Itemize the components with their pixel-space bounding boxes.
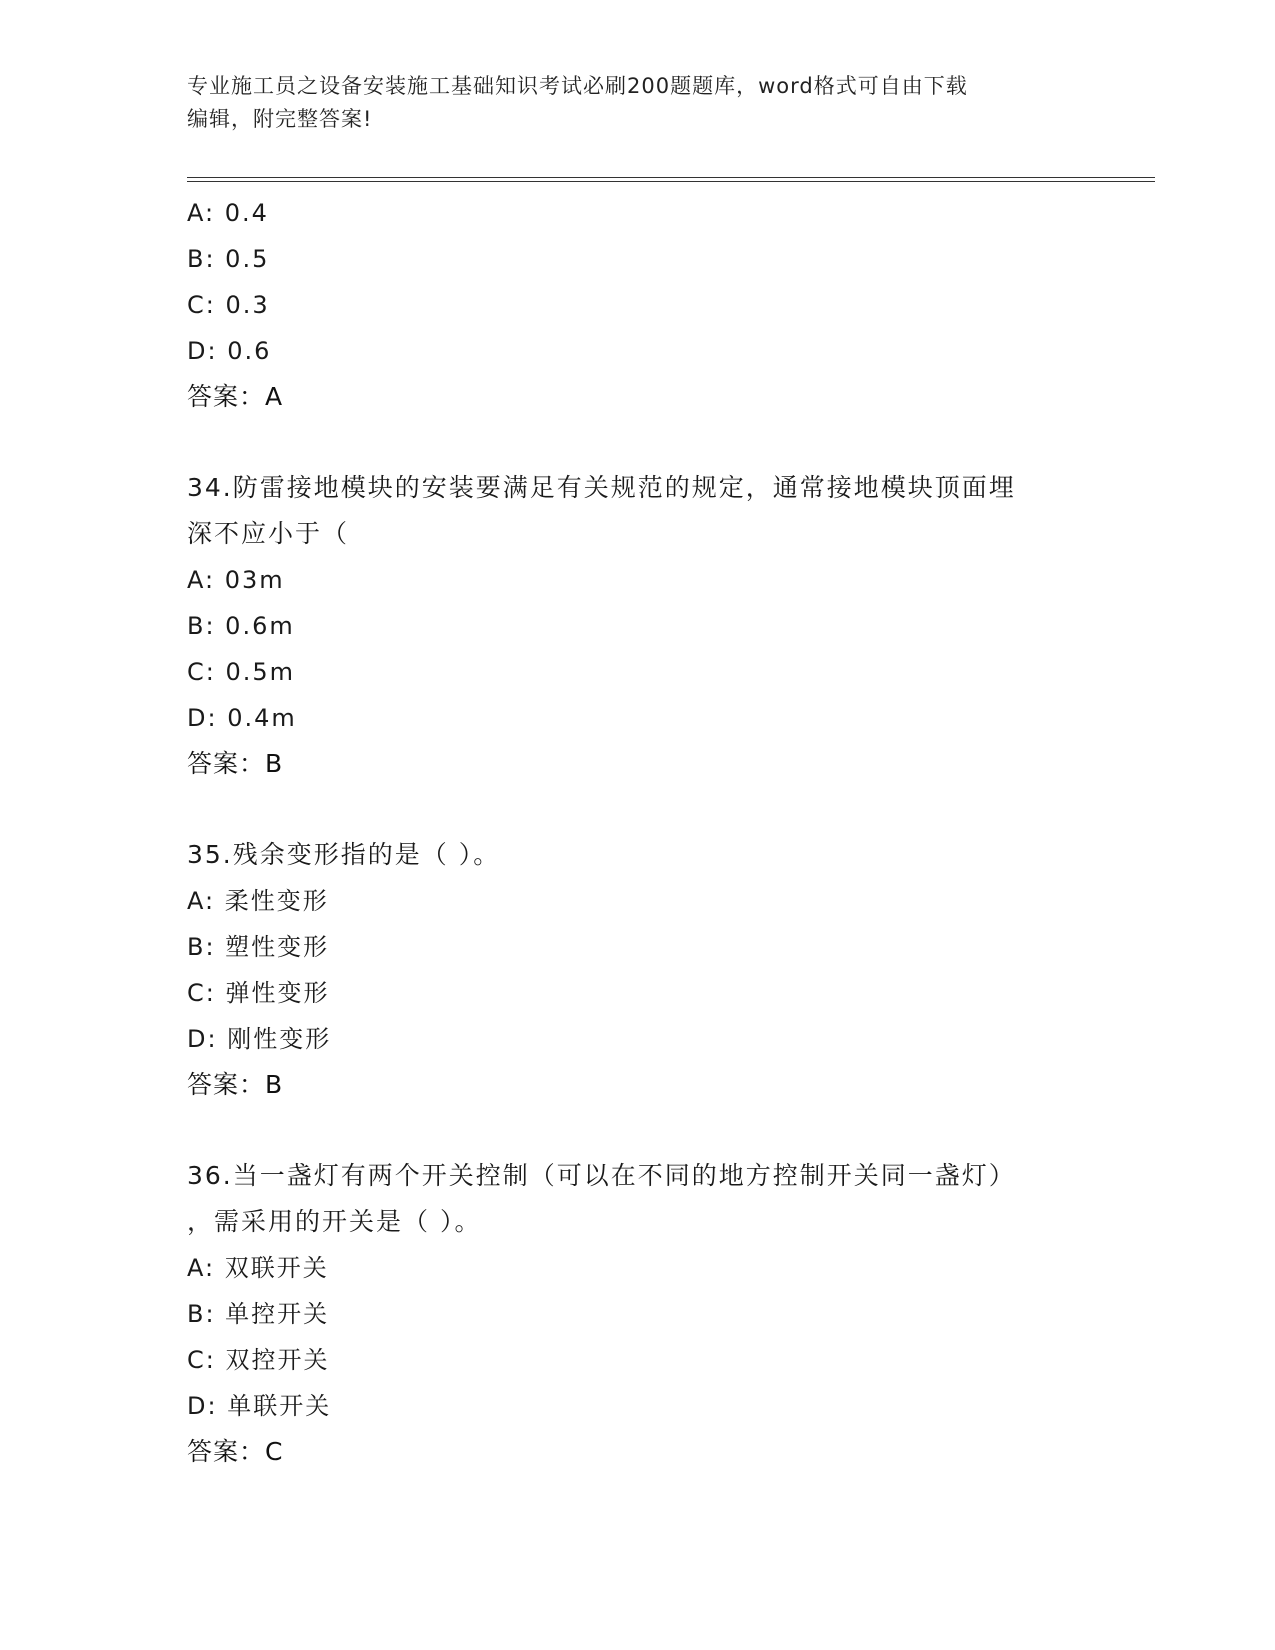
option-c: C: 弹性变形 (187, 979, 330, 1007)
option-a: A: 03m (187, 566, 285, 594)
option-d: D: 0.6 (187, 337, 272, 365)
document-header (187, 70, 1067, 136)
option-c: C: 双控开关 (187, 1346, 330, 1374)
question-stem-line-1: 35.残余变形指的是（ ）。 (187, 840, 501, 869)
option-b: B: 塑性变形 (187, 933, 330, 961)
answer: 答案：B (187, 749, 284, 778)
question-36 (187, 1153, 1087, 1475)
option-a: A: 柔性变形 (187, 887, 329, 915)
question-stem-line-2: ，需采用的开关是（ ）。 (187, 1207, 482, 1236)
spacer (187, 420, 1087, 465)
answer: 答案：A (187, 382, 284, 411)
option-a: A: 双联开关 (187, 1254, 329, 1282)
question-list (187, 190, 1087, 1475)
option-b: B: 单控开关 (187, 1300, 330, 1328)
spacer (187, 1108, 1087, 1153)
option-c: C: 0.3 (187, 291, 270, 319)
option-a: A: 0.4 (187, 199, 269, 227)
header-line-1: 专业施工员之设备安装施工基础知识考试必刷200题题库，word格式可自由下载 (187, 74, 968, 98)
question-34 (187, 465, 1087, 787)
option-b: B: 0.6m (187, 612, 295, 640)
spacer (187, 787, 1087, 832)
option-d: D: 刚性变形 (187, 1025, 332, 1053)
option-d: D: 单联开关 (187, 1392, 332, 1420)
answer: 答案：C (187, 1437, 284, 1466)
question-35 (187, 832, 1087, 1108)
option-b: B: 0.5 (187, 245, 270, 273)
header-divider-bottom (187, 181, 1155, 182)
question-stem-line-1: 36.当一盏灯有两个开关控制（可以在不同的地方控制开关同一盏灯） (187, 1161, 1016, 1190)
question-stem-line-2: 深不应小于（ (187, 519, 350, 548)
header-divider-top (187, 177, 1155, 178)
question-33 (187, 190, 1087, 420)
answer: 答案：B (187, 1070, 284, 1099)
option-d: D: 0.4m (187, 704, 297, 732)
option-c: C: 0.5m (187, 658, 296, 686)
question-stem-line-1: 34.防雷接地模块的安装要满足有关规范的规定，通常接地模块顶面埋 (187, 473, 1016, 502)
header-line-2: 编辑，附完整答案! (187, 107, 373, 131)
